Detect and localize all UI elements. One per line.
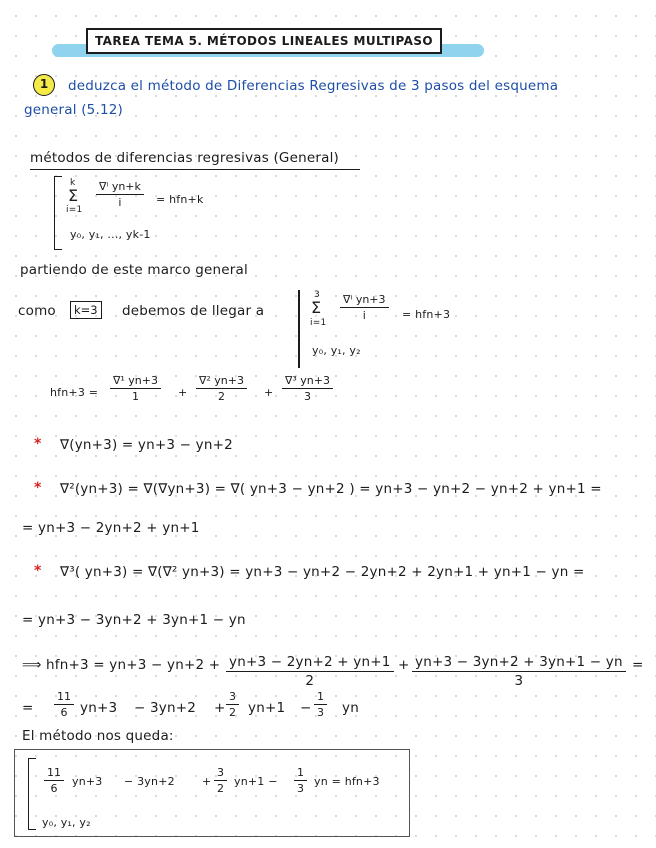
nabla3-equation-line2: = yn+3 − 3yn+2 + 3yn+1 − yn [22, 612, 246, 628]
result-plus: + [398, 657, 410, 673]
simplified-coef-a-num: 11 [57, 690, 71, 703]
result-fraction1-den: 2 [305, 673, 315, 690]
simplified-equals: = [22, 700, 34, 716]
simplified-coef-c [226, 690, 239, 719]
k-value-box: k=3 [70, 301, 102, 319]
expansion-term1 [110, 374, 161, 403]
section-heading: métodos de diferencias regresivas (General) [30, 150, 339, 166]
final-coef-c-den: 2 [217, 782, 224, 796]
general-sum-bottom: i=1 [66, 205, 83, 215]
result-lhs: ⟹ hfn+3 = yn+3 − yn+2 + [22, 657, 221, 673]
como-word: como [18, 303, 56, 319]
final-plus: + [202, 775, 212, 788]
final-coef-d-num: 1 [297, 766, 304, 779]
simplified-coef-c-num: 3 [229, 690, 236, 703]
star-bullet: * [34, 436, 42, 452]
simplified-term-a: yn+3 [80, 700, 118, 716]
como-fraction-den: i [362, 309, 366, 323]
como-rhs: = hfn+3 [402, 308, 451, 321]
general-sigma: Σ [68, 186, 79, 205]
final-term-b: − 3yn+2 [124, 775, 175, 788]
general-fraction-num: ∇ⁱ yn+k [99, 180, 141, 193]
general-fraction [96, 180, 144, 209]
como-sum-top: 3 [314, 290, 320, 300]
final-initial-values: y₀, y₁, y₂ [42, 816, 91, 829]
general-rhs: = hfn+k [156, 193, 204, 206]
nabla2-equation-line2: = yn+3 − 2yn+2 + yn+1 [22, 520, 200, 536]
final-coef-a [44, 766, 64, 795]
nabla3-equation-line1: ∇³( yn+3) = ∇(∇² yn+3) = yn+3 − yn+2 − 2yn+2 + 2yn+1 + yn+1 − yn = [60, 564, 585, 580]
result-fraction2-den: 3 [514, 673, 524, 690]
general-initial-values: y₀, y₁, ..., yk-1 [70, 228, 151, 241]
final-coef-d [294, 766, 307, 795]
result-fraction1 [226, 654, 394, 689]
simplified-term-c: yn+1 [248, 700, 286, 716]
final-coef-a-den: 6 [50, 782, 58, 796]
conclusion-label: El método nos queda: [22, 728, 174, 744]
como-fraction [340, 293, 389, 322]
simplified-coef-d-num: 1 [317, 690, 324, 703]
simplified-coef-d [314, 690, 327, 719]
final-coef-c-num: 3 [217, 766, 224, 779]
result-tail: = [632, 657, 644, 673]
star-bullet: * [34, 480, 42, 496]
expansion-lhs: hfn+3 = [50, 386, 99, 399]
expansion-term1-num: ∇¹ yn+3 [113, 374, 158, 387]
final-term-a: yn+3 [72, 775, 103, 788]
final-coef-c [214, 766, 227, 795]
final-bracket [28, 758, 36, 830]
simplified-term-b: − 3yn+2 [134, 700, 197, 716]
como-bracket [298, 290, 300, 368]
simplified-coef-c-den: 2 [229, 706, 236, 720]
result-fraction2-num: yn+3 − 3yn+2 + 3yn+1 − yn [415, 654, 623, 670]
result-fraction2 [412, 654, 626, 689]
simplified-term-d: yn [342, 700, 359, 716]
expansion-plus2: + [264, 386, 274, 399]
como-sum-bottom: i=1 [310, 318, 327, 328]
como-fraction-num: ∇ⁱ yn+3 [343, 293, 386, 306]
como-sigma: Σ [311, 298, 322, 317]
exercise-statement-line2: general (5.12) [24, 102, 123, 118]
expansion-term2-den: 2 [217, 390, 225, 404]
page-title: TAREA TEMA 5. MÉTODOS LINEALES MULTIPASO [86, 28, 442, 54]
expansion-plus1: + [178, 386, 188, 399]
simplified-coef-a [54, 690, 74, 719]
simplified-coef-d-den: 3 [317, 706, 324, 720]
final-coef-a-num: 11 [47, 766, 61, 779]
expansion-term2-num: ∇² yn+3 [199, 374, 244, 387]
star-bullet: * [34, 563, 42, 579]
nabla1-equation: ∇(yn+3) = yn+3 − yn+2 [60, 437, 233, 453]
expansion-term1-den: 1 [131, 390, 139, 404]
exercise-statement-line1: deduzca el método de Diferencias Regresivas de 3 pasos del esquema [68, 78, 559, 94]
expansion-term3 [282, 374, 333, 403]
nabla2-equation-line1: ∇²(yn+3) = ∇(∇yn+3) = ∇( yn+3 − yn+2 ) = yn+3 − yn+2 − yn+2 + yn+1 = [60, 481, 602, 497]
expansion-term3-num: ∇³ yn+3 [285, 374, 330, 387]
final-term-d: yn = hfn+3 [314, 775, 380, 788]
exercise-number-badge: 1 [33, 74, 55, 96]
como-text: debemos de llegar a [122, 303, 265, 319]
como-initial-values: y₀, y₁, y₂ [312, 344, 361, 357]
general-fraction-den: i [118, 196, 122, 210]
section-heading-underline [30, 169, 360, 170]
result-fraction1-num: yn+3 − 2yn+2 + yn+1 [229, 654, 391, 670]
expansion-term2 [196, 374, 247, 403]
final-coef-d-den: 3 [297, 782, 304, 796]
general-sum-top: k [70, 178, 76, 188]
simplified-minus: − [300, 700, 312, 716]
final-term-c: yn+1 − [234, 775, 278, 788]
general-bracket [54, 176, 62, 250]
simplified-plus: + [214, 700, 226, 716]
expansion-term3-den: 3 [303, 390, 311, 404]
partiendo-text: partiendo de este marco general [20, 262, 248, 278]
simplified-coef-a-den: 6 [60, 706, 68, 720]
